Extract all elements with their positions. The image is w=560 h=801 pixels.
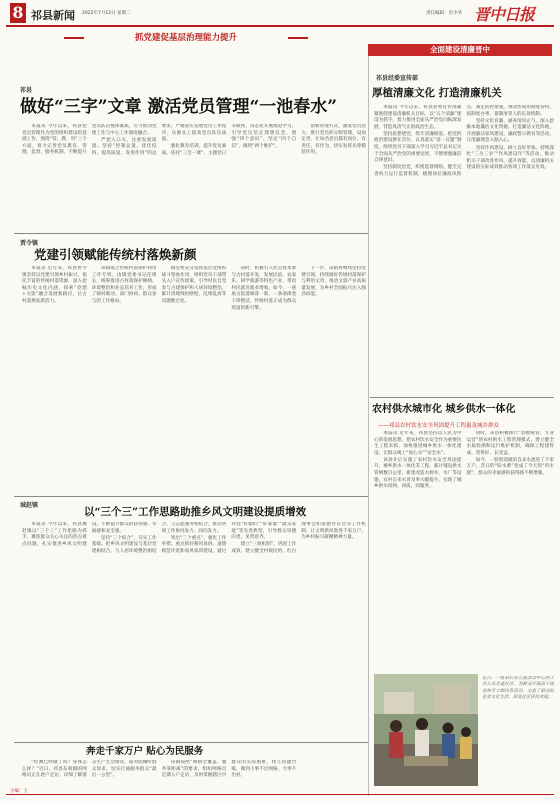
page-number: 8: [10, 3, 26, 23]
article-divider: [14, 496, 368, 497]
article-divider: [14, 233, 368, 234]
article5-paragraph: 坚持制度治党，织密监督网络。健全完善权力运行监督机制，梳理岗位廉政风险点，制定防控措施，推动形成用制度管权、按制度办事、靠制度管人的长效机制。: [374, 105, 554, 177]
article1-paragraph: 强化教育培训，提升党员素质。依托“三会一课”、主题党日等载体，常态化开展理论学习，引导党员坚定理想信念，增强“四个意识”、坚定“四个自信”、做到“两个维护”。: [161, 124, 297, 156]
article2-paragraph: 本报讯 近年来，祁县贾令镇坚持以党建引领乡村振兴，依托丰富的传统村落资源，深入挖掘历史文化内涵，探索“党建+文旅”融合发展新路径，让古村落焕发新活力。: [22, 266, 87, 304]
right-section-banner: 全面建设清廉晋中: [368, 44, 552, 56]
article5-paragraph: 坚持作风建设，树立良好形象。持续深化“三为三争”“作风建设年”等活动，推动机关干部改进作风、提升效能，以清廉机关建设的实际成效推动各项工作落实见效。: [466, 145, 554, 171]
article6-body: [374, 431, 554, 671]
article1-paragraph: 本报讯 今年以来，祁县把党员管理作为党的组织建设的基础工作，围绕“管、教、用”三个方面，着力完善党员教育、管理、监督、服务机制，不断提升党员队伍整体素质，有力推动党建工作与中心工作深度融合。: [22, 124, 157, 156]
article-divider: [370, 397, 554, 398]
article6-paragraph: 本报讯 近年来，祁县坚持以人民为中心的发展思想，把农村饮水安全作为重要民生工程来抓，加快推进城乡供水一体化建设，让群众喝上“放心水”“安全水”。: [374, 431, 462, 456]
article2-headline: 党建引领赋能传统村落焕新颜: [34, 247, 197, 262]
article5-paragraph: 坚持文化育廉，涵养清风正气。深入挖掘本地廉洁文化资源，打造廉洁文化阵地，开展廉洁家风建设、廉政警示教育等活动，让清廉理念入脑入心。: [466, 118, 554, 144]
article6-subtitle: ——祁县农村饮水安全巩固提升工程惠及城乡群众: [378, 423, 500, 429]
article5-paragraph: 本报讯 今年以来，祁县县委宣传部紧紧围绕建设清廉机关目标，以“五个清廉”建设为抓手，着力推进全面从严治党向纵深发展，营造风清气正的政治生态。: [374, 105, 462, 130]
article6-paragraph: 该县先后实施了农村饮水安全巩固提升、城乡供水一体化等工程，累计铺设供水管网数百公里，新建改造水源井、水厂等设施，农村自来水普及率大幅提升，实现了城乡供水同网、同质、同服务。: [374, 457, 462, 490]
article2-kicker: 贾令镇: [20, 240, 39, 247]
section-name: 祁县新闻: [31, 9, 75, 22]
responsible-editor: 责任编辑：肖少华: [426, 11, 462, 16]
article3-paragraph: 坚持“三个结合”，夯实工作基础。把乡风文明建设与基层党建相结合、与人居环境整治相结合、与志愿服务相结合，推动各项工作协同发力、同向发力。: [91, 522, 227, 554]
article6-paragraph: 如今，一股股清澈的自来水流进了千家万户，昔日的“盼水难”变成了今天的“用水甜”，群众的幸福感和获得感不断增强。: [466, 457, 554, 477]
news-photo-image: [374, 674, 478, 786]
article6-paragraph: 同时，该县积极推行“县级统管、专业运营”的农村供水工程管理模式，建立健全水质检测和运行维护机制，确保工程建得成、管得好、长受益。: [466, 431, 554, 456]
article2-paragraph: 同时，积极引入社会资本参与古村落开发，发展民宿、农家乐、研学旅游等特色产业，带动村民就近就业增收。如今，一座座古院落修葺一新，一条条街巷干净整洁，传统村落正成为群众致富的新引擎。: [231, 266, 297, 311]
article5-headline: 厚植清廉文化 打造清廉机关: [372, 87, 502, 99]
article1-headline: 做好“三字”文章 激活党员管理“一池春水”: [20, 97, 338, 117]
article1-kicker: 祁县: [20, 87, 33, 94]
article1-body: [22, 124, 366, 232]
footer-label: 小编：王: [10, 789, 28, 794]
article4-headline: 奔走千家万户 贴心为民服务: [86, 746, 204, 757]
article6-headline: 农村供水城市化 城乡供水一体化: [372, 404, 516, 415]
article2-paragraph: 该镇成立传统村落保护利用工作专班，由镇党委书记任组长，统筹推进古村落保护修缮、环境整治和业态培育工作，形成了镇村联动、部门协同、群众参与的工作格局。: [91, 266, 157, 304]
article3-paragraph: 建立“三项机制”，巩固工作成效。建立健全村规民约、红白理事会和道德评议会等工作机制，让文明新风吹进千家万户，为乡村振兴凝聚精神力量。: [231, 522, 366, 554]
article3-kicker: 城赵镇: [20, 502, 39, 509]
article3-paragraph: 突出“三个重点”，强化工作举措。重点抓好移风易俗、道德模范评选和家风家训建设，通过评选“好媳妇”“好婆婆”“最美家庭”等先进典型，引导群众崇德向善、见贤思齐。: [161, 522, 297, 554]
article1-paragraph: 严把入口关，注重发展质量。坚持“控制总量、优化结构、提高质量、发挥作用”的总要求，严格落实发展党员工作程序，从源头上提高党员队伍质量。: [91, 124, 227, 156]
news-photo: [374, 674, 478, 786]
newspaper-masthead: 晋中日报: [474, 5, 535, 24]
article2-paragraph: 下一步，该镇将继续坚持党建引领，持续做好传统村落保护与利用文章，推动文旅产业高质量发展，为乡村全面振兴注入强劲动能。: [301, 266, 366, 298]
article4-body: [22, 760, 366, 794]
article2-paragraph: 镇党委充分发挥基层党组织战斗堡垒作用，组织党员干部带头入户宣传政策，引导村民自觉参与古建保护和人居环境整治，累计清理残垣断壁、乱堆乱放等问题数百处。: [161, 266, 227, 304]
article5-body: [374, 105, 554, 395]
article5-paragraph: 坚持思想建党，筑牢清廉根基。把党的政治建设摆在首位，认真落实“第一议题”制度，组织党员干部深入学习习近平总书记关于全面从严治党的重要论述，不断增强廉洁自律意识。: [374, 131, 462, 164]
article-divider: [14, 742, 368, 743]
header-rule: [6, 25, 554, 27]
photo-caption: 近日，一批县妇女儿童活动中心的工作人员走进社区，为群众开展亲子阅读和手工制作等活动，丰富了群众的业余文化生活，深受社区居民欢迎。: [482, 676, 554, 701]
article3-body: [22, 522, 366, 740]
column-divider: [368, 56, 369, 796]
article4-paragraph: 该镇按照“网格全覆盖、服务零距离”的要求，组织网格员定期入户走访，及时掌握辖区内群众的实际困难，建立问题台账，做到小事不出网格、大事不出村。: [161, 760, 297, 779]
article5-kicker: 祁县经委宣传部: [376, 75, 419, 82]
article3-headline: 以“三个三”工作思路助推乡风文明建设提质增效: [84, 506, 307, 518]
footer-rule: [6, 794, 554, 795]
article1-paragraph: 创新管理方式，激发党员活力。推行党员积分制管理，设岗定责，让每名党员都有岗位、有责任、有作为，切实发挥先锋模范作用。: [301, 124, 366, 156]
article4-paragraph: “检测已经做了吗？身体怎么样？”近日，祁县东观镇的网格员正在逐户走访，详细了解群众生产生活情况，面对面倾听群众诉求，切实打通服务群众“最后一公里”。: [22, 760, 157, 779]
article2-body: [22, 266, 366, 494]
left-section-banner: 抓党建促基层治理能力提升: [86, 32, 286, 44]
article3-paragraph: 本报讯 今年以来，祁县城赵镇以“三个三”工作思路为抓手，聚焦群众关心关注的热点难点问题，扎实推进乡风文明建设，不断提升群众的获得感、幸福感和安全感。: [22, 522, 157, 547]
issue-date: 2022年7月12日 星期二: [82, 11, 131, 16]
